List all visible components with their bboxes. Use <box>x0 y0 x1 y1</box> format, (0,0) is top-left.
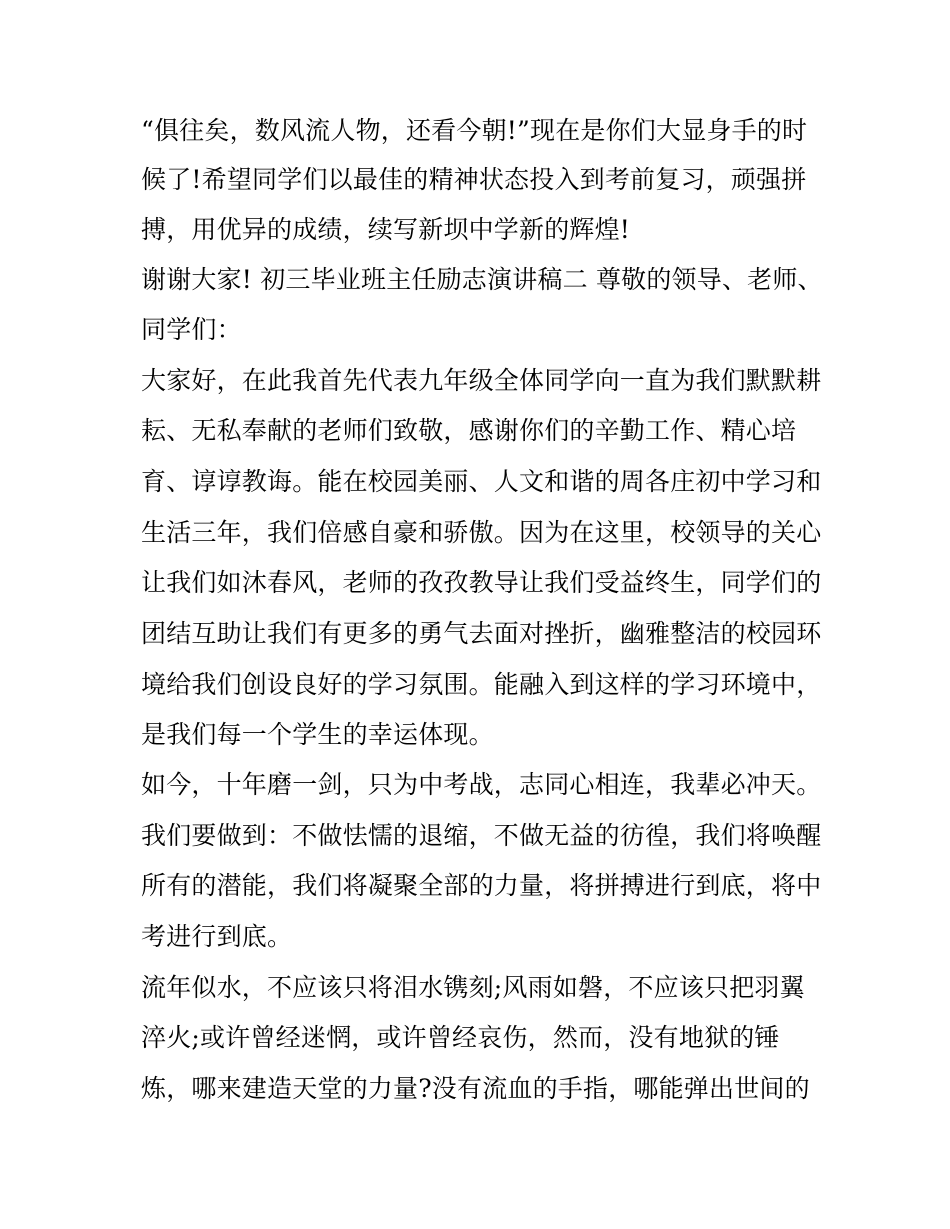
text-line: 搏，用优异的成绩，续写新坝中学新的辉煌! <box>141 215 631 244</box>
text-line: 流年似水，不应该只将泪水镌刻;风雨如磐，不应该只把羽翼 <box>141 973 805 1002</box>
text-line: 大家好，在此我首先代表九年级全体同学向一直为我们默默耕 <box>141 366 822 395</box>
text-line: 所有的潜能，我们将凝聚全部的力量，将拼搏进行到底，将中 <box>141 871 822 900</box>
text-line: 让我们如沐春风，老师的孜孜教导让我们受益终生，同学们的 <box>141 568 822 597</box>
text-line: 候了!希望同学们以最佳的精神状态投入到考前复习，顽强拼 <box>141 165 807 194</box>
text-line: “俱往矣，数风流人物，还看今朝!”现在是你们大显身手的时 <box>141 116 808 145</box>
text-line: 我们要做到：不做怯懦的退缩，不做无益的彷徨，我们将唤醒 <box>141 821 822 850</box>
text-line: 考进行到底。 <box>141 922 293 951</box>
text-line: 淬火;或许曾经迷惘，或许曾经哀伤，然而，没有地狱的锤 <box>141 1023 780 1052</box>
text-line: 生活三年，我们倍感自豪和骄傲。因为在这里，校领导的关心 <box>141 518 822 547</box>
text-line: 谢谢大家! 初三毕业班主任励志演讲稿二 尊敬的领导、老师、 <box>141 265 823 294</box>
text-line: 育、谆谆教诲。能在校园美丽、人文和谐的周各庄初中学习和 <box>141 467 822 496</box>
text-line: 如今，十年磨一剑，只为中考战，志同心相连，我辈必冲天。 <box>141 770 822 799</box>
text-line: 团结互助让我们有更多的勇气去面对挫折，幽雅整洁的校园环 <box>141 619 822 648</box>
text-line: 耘、无私奉献的老师们致敬，感谢你们的辛勤工作、精心培 <box>141 416 797 445</box>
text-line: 同学们： <box>141 315 242 344</box>
text-line: 是我们每一个学生的幸运体现。 <box>141 720 494 749</box>
text-line: 炼，哪来建造天堂的力量?没有流血的手指，哪能弹出世间的 <box>141 1074 810 1103</box>
text-line: 境给我们创设良好的学习氛围。能融入到这样的学习环境中， <box>141 670 822 699</box>
